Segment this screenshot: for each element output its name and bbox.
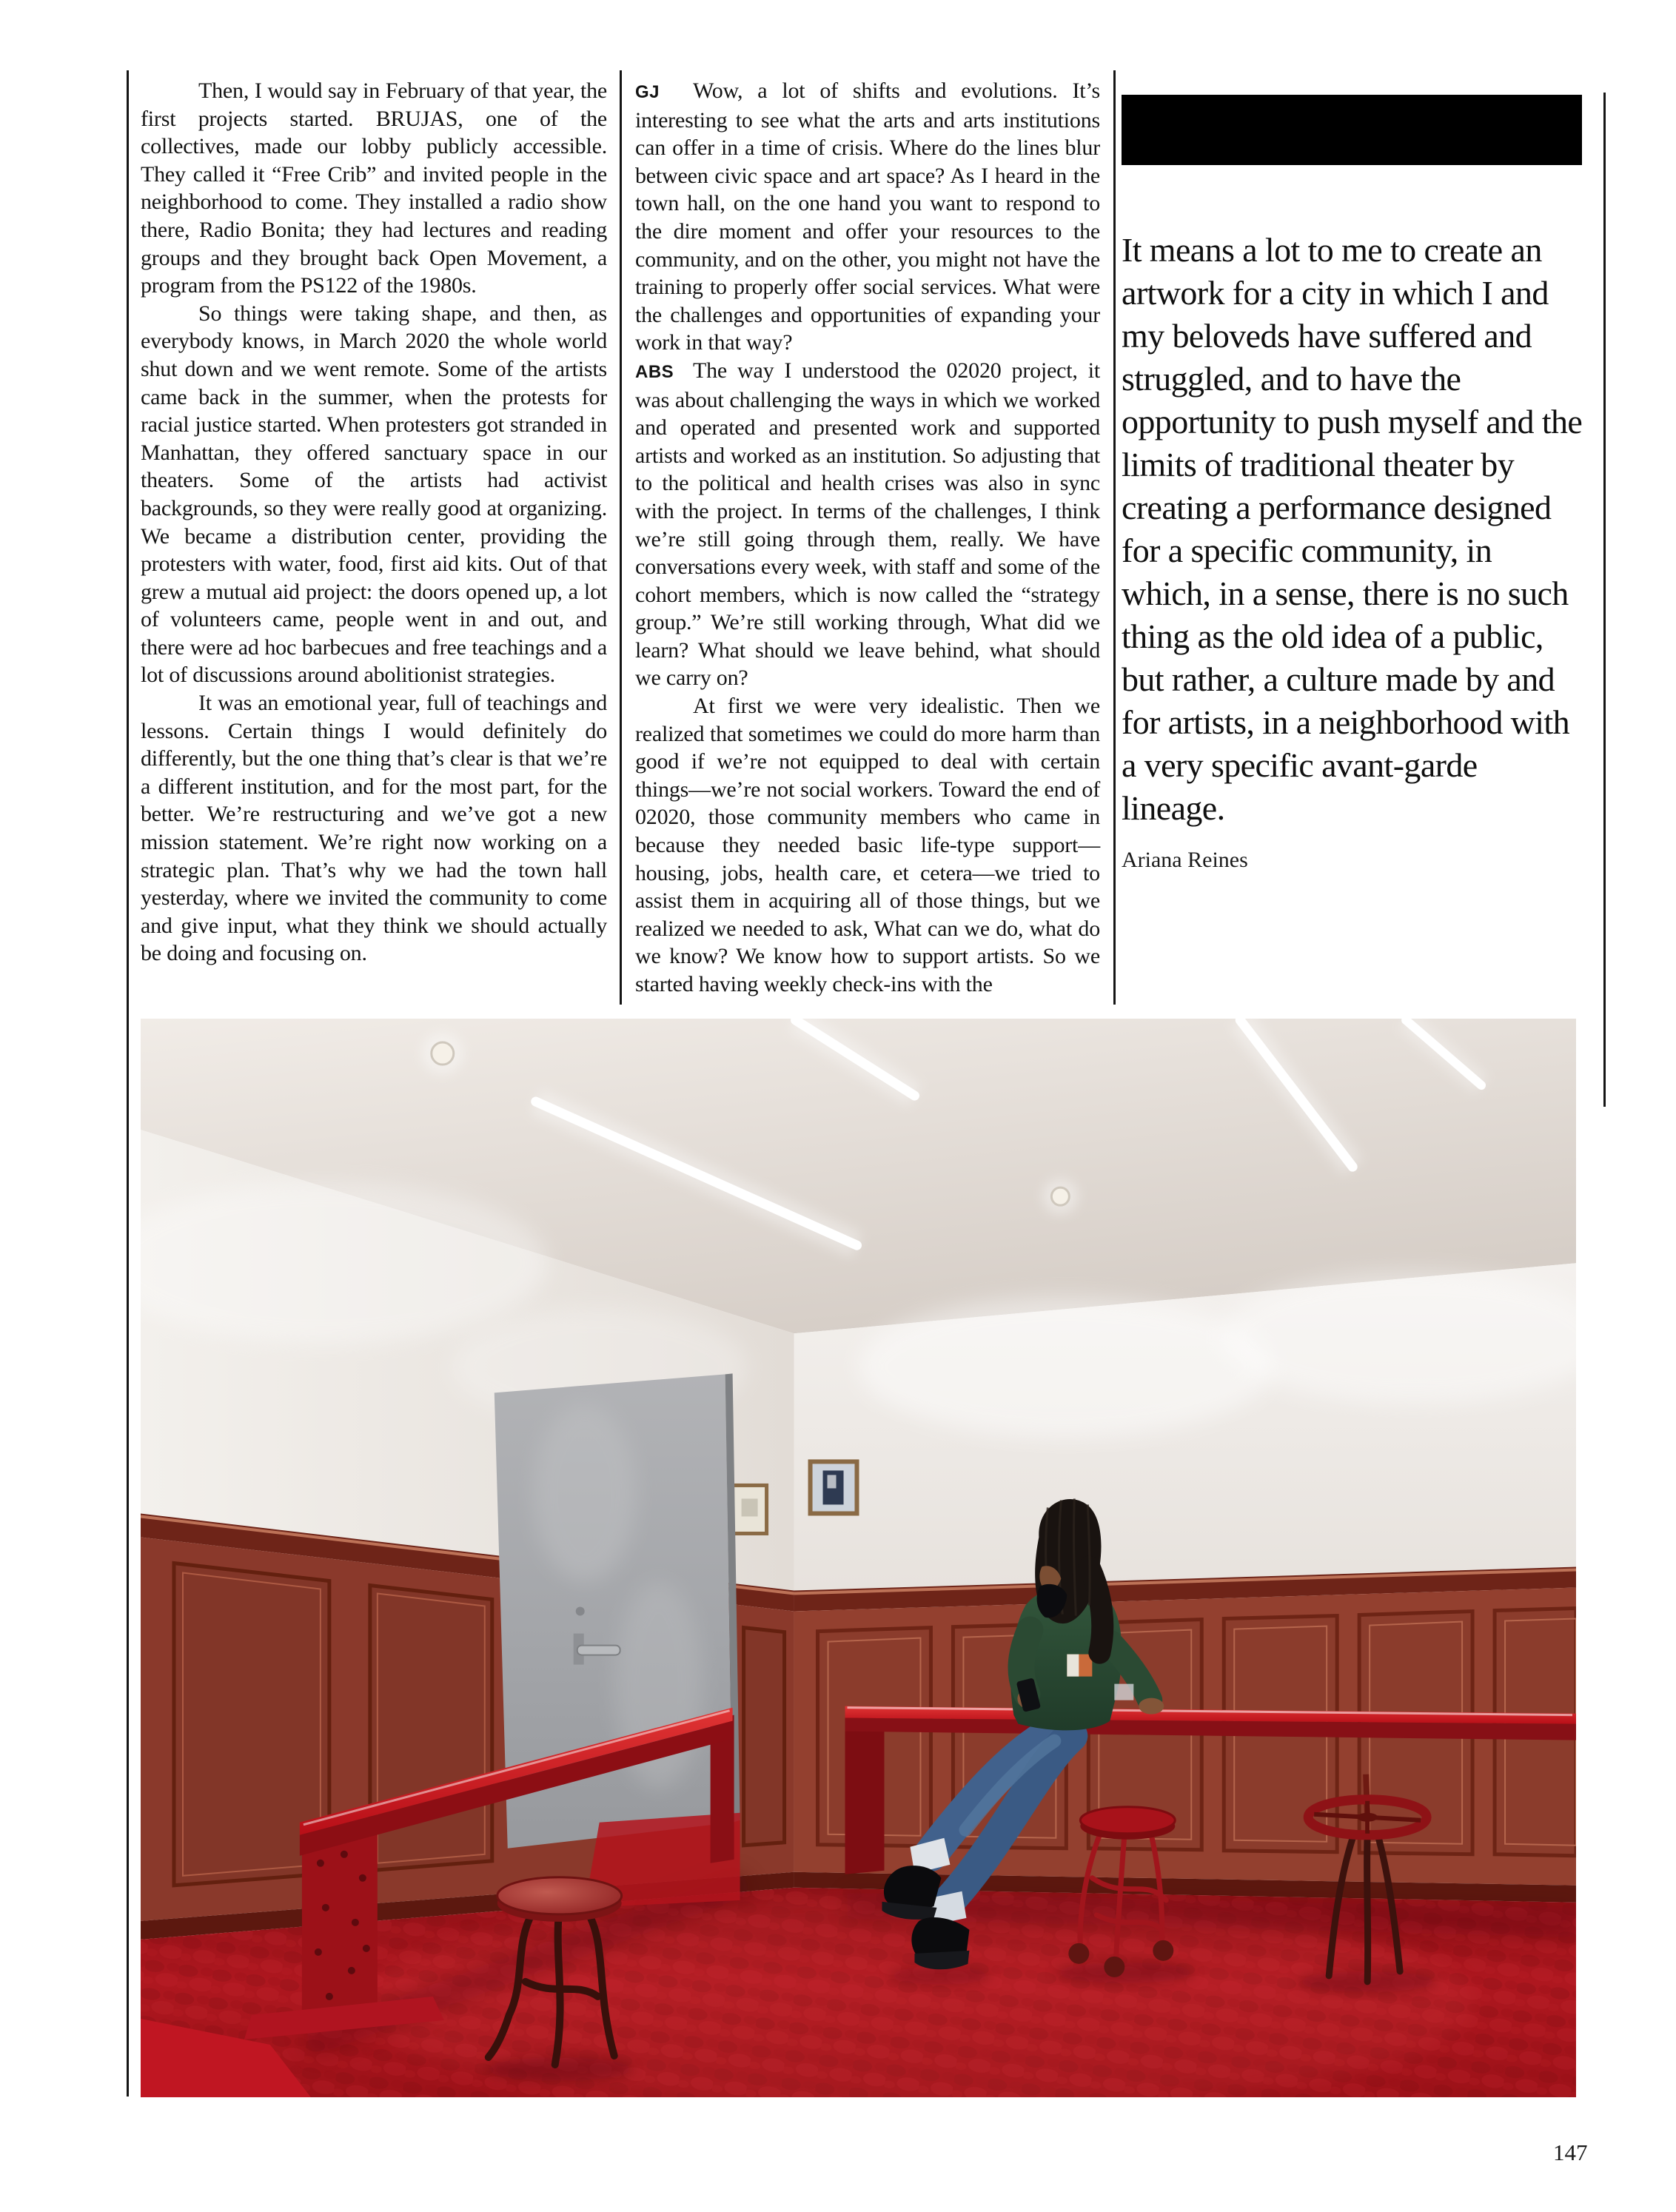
artwork-photo bbox=[141, 1019, 1576, 2097]
interview-text: The way I understood the 02020 project, it was about challenging the ways in which we worked and operated and presented work and supported artists and worked as an institution. So adjusting that to the political and health crises was also in sync with the project. In terms of the challenges, I think we’re still going through them, really. We have conversations every week, with staff and some of the cohort members, which is now called the “strategy group.” We’re still working through, What did we learn? What should we leave behind, what should we carry on? bbox=[635, 358, 1100, 691]
speaker-label: GJ bbox=[635, 82, 660, 102]
door-handle bbox=[577, 1646, 620, 1655]
pull-quote: It means a lot to me to create an artwork for a city in which I and my beloveds have suffered and struggled, and to have the opportunity to push myself and the limits of traditional theater by creating a performance designed for a specific community, in which, in a sense, there is no such thing as the old idea of a public, but rather, a culture made by and for artists, in a neighborhood with a very specific avant-garde lineage. bbox=[1122, 231, 1583, 827]
gallery-room-scene bbox=[141, 1019, 1576, 2097]
interview-block bbox=[635, 77, 1100, 357]
hand bbox=[1139, 1698, 1164, 1715]
interview-block bbox=[635, 357, 1100, 692]
paragraph: It was an emotional year, full of teachings and lessons. Certain things I would definitely do differently, but the one thing that’s clear is that we’re a different institution, and for the most part, for the better. We’re restructuring and we’ve got a new mission statement. We’re right now working on a strategic plan. That’s why we had the town hall yesterday, where we invited the community to come and give input, what they think we should actually be doing and focusing on. bbox=[141, 691, 607, 966]
paragraph: So things were taking shape, and then, as everybody knows, in March 2020 the whole world shut down and we went remote. Some of the artists came back in the summer, when the protests for racial justice started. When protesters got stranded in Manhattan, they offered sanctuary space in our theaters. Some of the artists had activist backgrounds, so they were really good at organizing. We became a distribution center, providing the protesters with water, food, first aid kits. Out of that grew a mutual aid project: the doors opened up, a lot of volunteers came, people went in and out, and there were ad hoc barbecues and free teachings and a lot of discussions around abolitionist strategies. bbox=[141, 301, 607, 688]
column-rule-1 bbox=[620, 70, 622, 1005]
interview-text: At first we were very idealistic. Then we realized that sometimes we could do more harm than good if we’re not equipped to deal with certain things—we’re not social workers. Toward the end of 02020, those community members who came in because they needed basic life-type support—housing, jobs, health care, et cetera—we tried to assist them in acquiring all of those things, but we realized we needed to ask, What can we do, what do we know? We know how to support artists. So we started having weekly check-ins with the bbox=[635, 694, 1100, 996]
pull-quote-column bbox=[1122, 95, 1584, 873]
pull-quote-attribution: Ariana Reines bbox=[1122, 848, 1248, 872]
text-column-2 bbox=[635, 77, 1100, 999]
redaction-bar bbox=[1122, 95, 1582, 165]
interview-block bbox=[635, 692, 1100, 999]
left-page-rule bbox=[127, 70, 129, 2097]
speaker-label: ABS bbox=[635, 361, 674, 382]
column-rule-2 bbox=[1113, 70, 1116, 1005]
paragraph: Then, I would say in February of that year, the first projects started. BRUJAS, one of the collectives, made our lobby publicly accessible. They called it “Free Crib” and invited people in the neighborhood to come. They installed a radio show there, Radio Bonita; they had lectures and reading groups and they brought back Open Movement, a program from the PS122 of the 1980s. bbox=[141, 78, 607, 298]
page-number: 147 bbox=[1553, 2139, 1588, 2165]
right-page-rule bbox=[1603, 93, 1606, 1107]
interview-text: Wow, a lot of shifts and evolutions. It’s interesting to see what the arts and arts institutions can offer in a time of crisis. Where do the lines blur between civic space and art space? As I heard in the town hall, on the one hand you want to respond to the dire moment and offer your resources to the community, and on the other, you might not have the training to properly offer social services. What were the challenges and opportunities of expanding your work in that way? bbox=[635, 78, 1100, 355]
text-column-1 bbox=[141, 77, 607, 968]
